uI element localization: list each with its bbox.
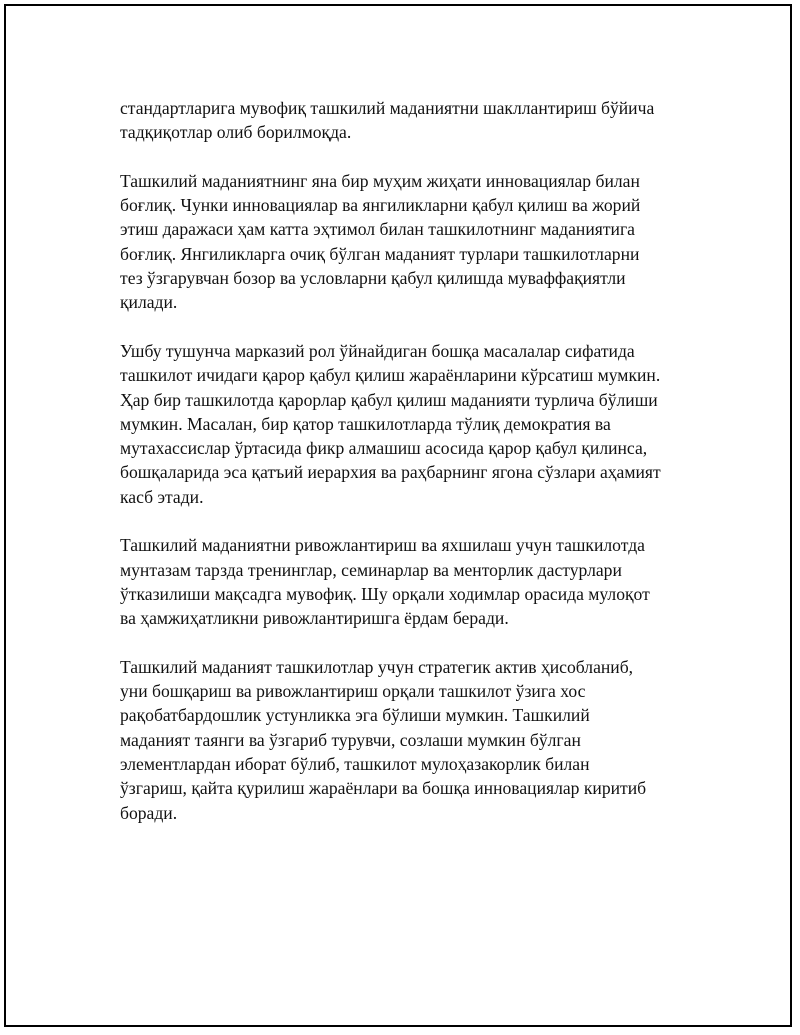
text-line: этиш даражаси ҳам катта эҳтимол билан ташкилотнинг маданиятига xyxy=(120,219,635,240)
text-line: мутахассислар ўртасида фикр алмашиш асосида қарор қабул қилинса, xyxy=(120,438,648,459)
text-line: Ушбу тушунча марказий рол ўйнайдиган бошқа масалалар сифатида xyxy=(120,340,635,361)
text-line: Ҳар бир ташкилотда қарорлар қабул қилиш маданияти турлича бўлиши xyxy=(120,389,658,410)
text-line: мунтазам тарзда тренинглар, семинарлар ва менторлик дастурлари xyxy=(120,559,622,580)
text-line: қилади. xyxy=(120,292,178,313)
text-line: тадқиқотлар олиб борилмоқда. xyxy=(120,122,352,143)
paragraph-2 xyxy=(120,169,710,315)
text-line: боради. xyxy=(120,802,178,823)
text-line: уни бошқариш ва ривожлантириш орқали ташкилот ўзига хос xyxy=(120,681,586,702)
text-line: Ташкилий маданиятнинг яна бир муҳим жиҳати инновациялар билан xyxy=(120,170,640,191)
paragraph-1 xyxy=(120,96,710,145)
text-line: боғлиқ. Чунки инновациялар ва янгиликларни қабул қилиш ва жорий xyxy=(120,195,641,216)
text-line: Ташкилий маданиятни ривожлантириш ва яхшилаш учун ташкилотда xyxy=(120,535,645,556)
text-line: стандартларига мувофиқ ташкилий маданиятни шакллантириш бўйича xyxy=(120,98,655,118)
text-line: ва ҳамжиҳатликни ривожлантиришга ёрдам беради. xyxy=(120,608,509,629)
text-line: элементлардан иборат бўлиб, ташкилот мулоҳазакорлик билан xyxy=(120,754,590,775)
text-line: боғлиқ. Янгиликларга очиқ бўлган маданият турлари ташкилотларни xyxy=(120,243,640,264)
document-body xyxy=(120,96,710,849)
text-line: Ташкилий маданият ташкилотлар учун стратегик актив ҳисобланиб, xyxy=(120,656,634,677)
text-line: ташкилот ичидаги қарор қабул қилиш жараёнларини кўрсатиш мумкин. xyxy=(120,365,661,386)
text-line: ўзгариш, қайта қурилиш жараёнлари ва бошқа инновациялар киритиб xyxy=(120,778,647,799)
document-page xyxy=(4,4,792,1027)
paragraph-3 xyxy=(120,339,710,509)
text-line: касб этади. xyxy=(120,486,204,507)
paragraph-5 xyxy=(120,655,710,825)
text-line: мумкин. Масалан, бир қатор ташкилотларда тўлиқ демократия ва xyxy=(120,413,611,434)
text-line: маданият таянги ва ўзгариб турувчи, созлаши мумкин бўлган xyxy=(120,729,581,750)
text-line: рақобатбардошлик устунликка эга бўлиши мумкин. Ташкилий xyxy=(120,705,590,726)
text-line: ўтказилиши мақсадга мувофиқ. Шу орқали ходимлар орасида мулоқот xyxy=(120,583,650,604)
text-line: тез ўзгарувчан бозор ва условларни қабул қилишда муваффақиятли xyxy=(120,268,626,289)
text-line: бошқаларида эса қатъий иерархия ва раҳбарнинг ягона сўзлари аҳамият xyxy=(120,462,661,483)
paragraph-4 xyxy=(120,533,710,630)
